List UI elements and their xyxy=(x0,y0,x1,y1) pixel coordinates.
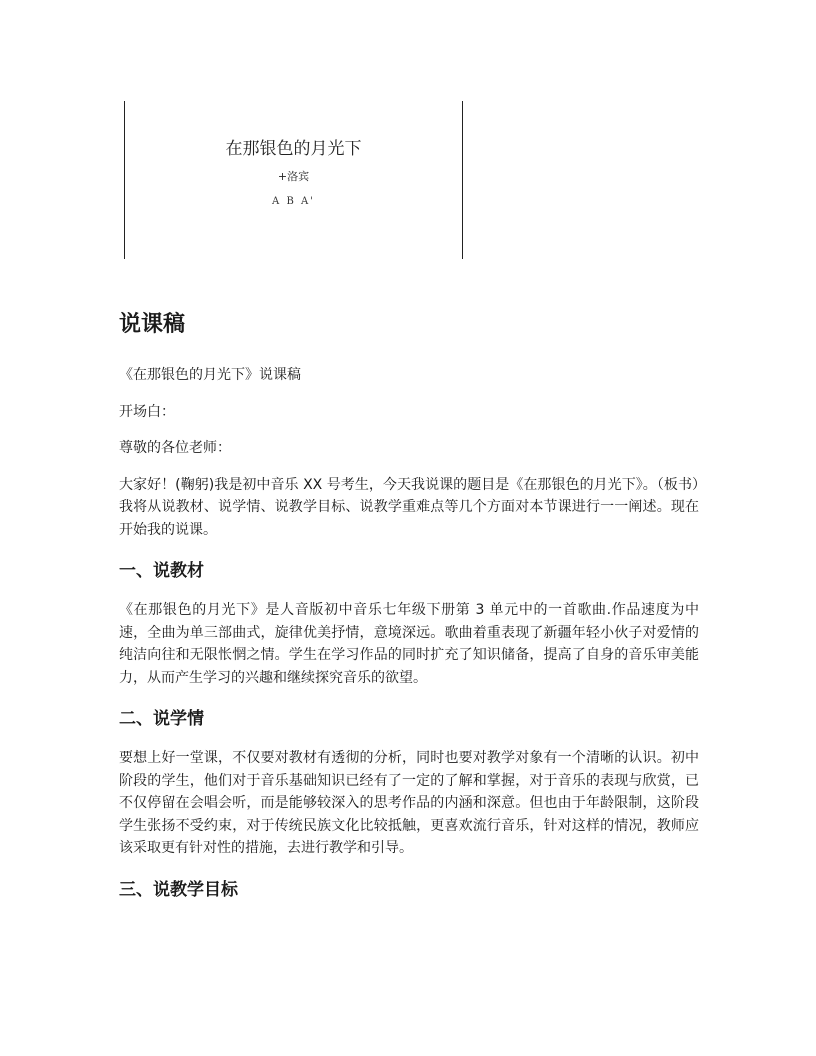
section-body-textbook: 《在那银色的月光下》是人音版初中音乐七年级下册第 3 单元中的一首歌曲.作品速度为中速，全曲为单三部曲式，旋律优美抒情，意境深远。歌曲着重表现了新疆年轻小伙子对爱情的纯洁向往和无限怅惘之情。学生在学习作品的同时扩充了知识储备，提高了自身的音乐审美能力，从而产生学习的兴趣和继续探究音乐的欲望。 xyxy=(119,602,699,686)
blackboard-image xyxy=(124,101,463,259)
intro-paragraph: 大家好！(鞠躬)我是初中音乐 XX 号考生，今天我说课的题目是《在那银色的月光下》。（板书）我将从说教材、说学情、说教学目标、说教学重难点等几个方面对本节课进行一一阐述。现在开始我的说课。 xyxy=(119,476,699,538)
section-body-students: 要想上好一堂课，不仅要对教材有透彻的分析，同时也要对教学对象有一个清晰的认识。初中阶段的学生，他们对于音乐基础知识已经有了一定的了解和掌握，对于音乐的表现与欣赏，已不仅停留在会唱会听，而是能够较深入的思考作品的内涵和深意。但也由于年龄限制，这阶段学生张扬不受约束，对于传统民族文化比较抵触，更喜欢流行音乐，针对这样的情况，教师应该采取更有针对性的措施，去进行教学和引导。 xyxy=(119,750,699,856)
board-song-form: A B A' xyxy=(272,196,315,207)
document-title: 说课稿 xyxy=(119,312,186,337)
opening-label: 开场白： xyxy=(119,403,175,420)
board-author: +洛宾 xyxy=(277,170,310,183)
document-body xyxy=(119,310,699,918)
board-song-title: 在那银色的月光下 xyxy=(225,139,362,159)
section-heading-textbook: 一、说教材 xyxy=(119,561,204,581)
section-heading-objectives: 三、说教学目标 xyxy=(119,879,238,900)
section-heading-students: 二、说学情 xyxy=(119,709,204,729)
greeting: 尊敬的各位老师： xyxy=(119,440,231,456)
document-subtitle: 《在那银色的月光下》说课稿 xyxy=(119,367,301,383)
